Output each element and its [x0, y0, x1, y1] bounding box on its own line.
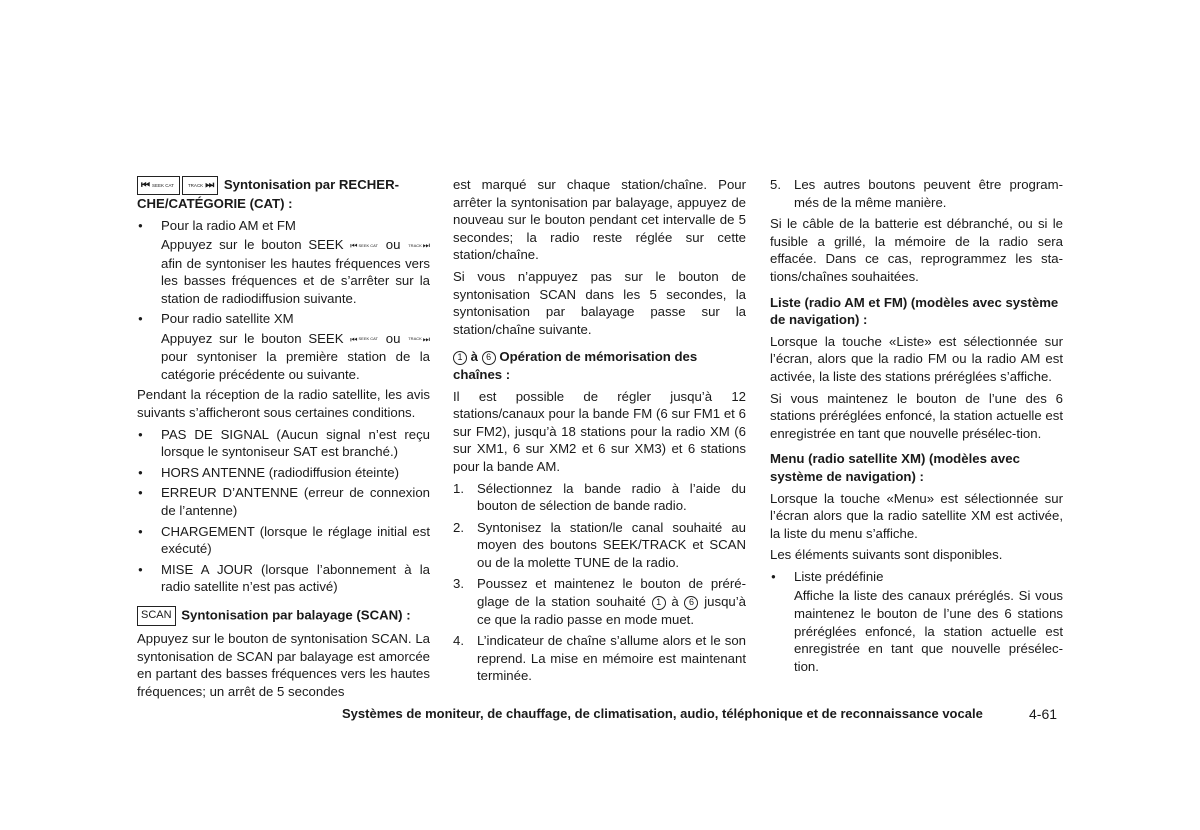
preset-6-icon: 6 — [482, 351, 496, 365]
battery-note: Si le câble de la batterie est débranché, ou si le fusible a grillé, la mémoire de la radio sera effacée. Dans ce cas, reprogrammez les sta-tions/chaînes souhaitées. — [770, 216, 1063, 284]
list-item: ● HORS ANTENNE (radiodiffusion éteinte) — [137, 464, 430, 482]
menu-text: Lorsque la touche «Menu» est sélectionnée sur l’écran alors que la radio satellite XM est activée, la liste du menu s’affiche. — [770, 490, 1063, 541]
page-number: 4-61 — [1029, 706, 1058, 722]
scan-button-icon: SCAN — [137, 606, 176, 626]
list-item: ● MISE A JOUR (lorsque l’abonnement à la radio satellite n’est pas activé) — [137, 561, 430, 596]
track-forward-icon: TRACK ⏭ — [408, 334, 430, 344]
cat-heading-line-2: CHE/CATÉGORIE (CAT) : — [137, 196, 293, 212]
notices-intro: Pendant la réception de la radio satellite, les avis suivants s’afficheront sous certaines conditions. — [137, 387, 430, 420]
skip-forward-icon: ⏭ — [205, 179, 215, 191]
list-item: ● ERREUR D’ANTENNE (erreur de connexion de l’antenne) — [137, 484, 430, 519]
list-item: ● Liste prédéfinie Affiche la liste des canaux préréglés. Si vous maintenez le bouton de l’une des 6 stations préréglées enfoncé, la station actuelle est enregistrée en tant que nouvelle présélec-tion. — [770, 568, 1063, 676]
memory-steps — [453, 480, 746, 686]
items-intro: Les éléments suivants sont disponibles. — [770, 547, 1003, 563]
column-2 — [453, 176, 746, 689]
seek-bullet-list — [137, 217, 430, 384]
scan-text: Appuyez sur le bouton de syntonisation SCAN. La syntonisation de SCAN par balayage est amorcée en partant des basses fréquences vers les hautes fréquences; un arrêt de 5 secondes — [137, 630, 430, 699]
column-3 — [770, 176, 1063, 678]
list-item: 3. Poussez et maintenez le bouton de préré-glage de la station souhaité 1 à 6 jusqu’à ce que la radio passe en mode muet. — [453, 576, 747, 627]
column-1 — [137, 176, 430, 704]
preset-1-icon: 1 — [652, 596, 666, 610]
track-button-icon: TRACK ⏭ — [182, 176, 218, 195]
list-text-2: Si vous maintenez le bouton de l’une des 6 stations préréglées enfoncé, la station actuelle est enregistrée en tant que nouvelle présélec-tion. — [770, 390, 1063, 441]
menu-heading: Menu (radio satellite XM) (modèles avec système de navigation) : — [770, 451, 1020, 484]
notices-list — [137, 426, 430, 596]
scan-continued: est marqué sur chaque station/chaîne. Pour arrêter la syntonisation par balayage, appuyez de nouveau sur le bouton pendant cet intervalle de 5 secondes; la radio reste réglée sur cette station/chaîne. — [453, 177, 746, 263]
seek-back-icon: ⏮ SEEK CAT — [350, 334, 378, 344]
list-item: 4. L’indicateur de chaîne s’allume alors et le son reprend. La mise en mémoire est maintenant terminée. — [453, 633, 746, 684]
menu-items-list — [770, 568, 1063, 676]
list-item: 1. Sélectionnez la bande radio à l’aide du bouton de sélection de bande radio. — [453, 480, 746, 514]
list-item: 2. Syntonisez la station/le canal souhaité au moyen des boutons SEEK/TRACK et SCAN ou de la molette TUNE de la radio. — [453, 519, 746, 570]
preset-1-icon: 1 — [453, 351, 467, 365]
seek-cat-button-icon: ⏮ SEEK CAT — [137, 176, 180, 195]
seek-back-icon: ⏮ SEEK CAT — [350, 240, 378, 250]
list-item: 5. Les autres boutons peuvent être program-més de la même manière. — [770, 177, 1063, 210]
scan-heading: SCAN Syntonisation par balayage (SCAN) : — [137, 606, 430, 626]
memory-intro: Il est possible de régler jusqu’à 12 stations/canaux pour la bande FM (6 sur FM1 et 6 sur FM2), jusqu’à 18 stations pour la radio XM (6 sur XM1, 6 sur XM2 et 6 sur XM3) et 6 stations pour la bande AM. — [453, 388, 746, 474]
scan-continued-2: Si vous n’appuyez pas sur le bouton de syntonisation SCAN dans les 5 secondes, la syntonisation par balayage passe sur la station/chaîne suivante. — [453, 268, 746, 337]
xm-instructions: Appuyez sur le bouton SEEK ⏮ SEEK CAT ou TRACK ⏭ pour syntoniser la première station de la catégorie précédente ou suivante. — [161, 330, 430, 382]
footer-section-title: Systèmes de moniteur, de chauffage, de climatisation, audio, téléphonique et de reconnaissance vocale — [342, 706, 983, 721]
list-item — [137, 310, 430, 383]
skip-back-icon: ⏮ — [141, 179, 150, 191]
memory-heading: 1 à 6 Opération de mémorisation des chaînes : — [453, 349, 698, 382]
amfm-instructions: Appuyez sur le bouton SEEK ⏮ SEEK CAT ou TRACK ⏭ afin de syntoniser les hautes fréquences vers les basses fréquences et de s’arrêter sur la station de radiodiffusion suivante. — [161, 237, 430, 306]
xm-bullet-title: Pour radio satellite XM — [161, 311, 294, 327]
list-item: ● CHARGEMENT (lorsque le réglage initial est exécuté) — [137, 523, 430, 558]
amfm-bullet-title: Pour la radio AM et FM — [161, 217, 296, 233]
list-item: ● PAS DE SIGNAL (Aucun signal n’est reçu lorsque le syntoniseur SAT est branché.) — [137, 426, 430, 461]
cat-heading-line-1: Syntonisation par RECHER- — [223, 177, 399, 192]
track-forward-icon: TRACK ⏭ — [408, 240, 430, 250]
memory-steps-continued — [770, 176, 1063, 211]
list-item — [137, 217, 430, 308]
list-heading: Liste (radio AM et FM) (modèles avec système de navigation) : — [770, 294, 1059, 328]
list-text-1: Lorsque la touche «Liste» est sélectionnée sur l’écran, alors que la radio FM ou la radio AM est activée, la liste des stations préréglées s’affiche. — [770, 333, 1063, 384]
cat-heading — [137, 176, 430, 213]
preset-6-icon: 6 — [684, 596, 698, 610]
